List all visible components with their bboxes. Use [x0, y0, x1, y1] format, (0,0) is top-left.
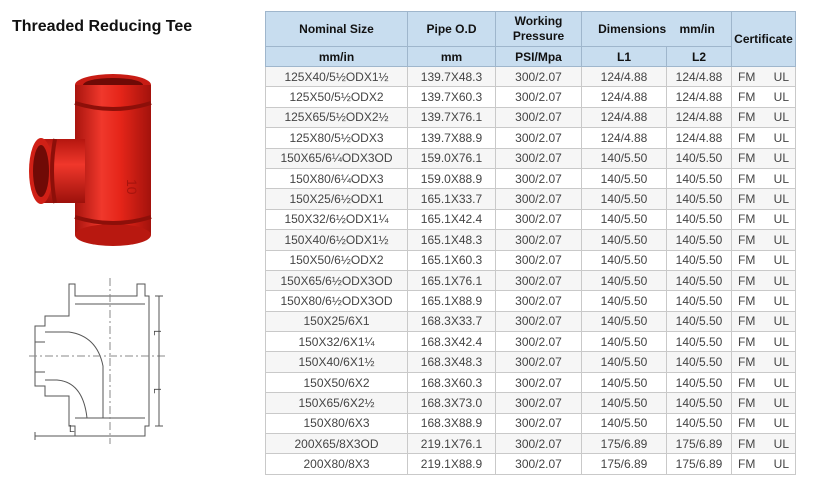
cell-l1: 124/4.88 — [582, 107, 667, 127]
cell-working-pressure: 300/2.07 — [496, 148, 582, 168]
cell-nominal-size: 200X80/8X3 — [266, 454, 408, 474]
cell-nominal-size: 150X80/6½ODX3OD — [266, 291, 408, 311]
table-row — [266, 209, 796, 229]
cell-nominal-size: 125X65/5½ODX2½ — [266, 107, 408, 127]
header-pipe-od: Pipe O.D — [408, 12, 496, 47]
cell-nominal-size: 150X50/6X2 — [266, 372, 408, 392]
header-certificate: Certificate — [732, 12, 796, 67]
cell-working-pressure: 300/2.07 — [496, 352, 582, 372]
table-row — [266, 107, 796, 127]
cell-l2: 140/5.50 — [667, 270, 732, 290]
subheader-working-pressure: PSI/Mpa — [496, 47, 582, 67]
cell-working-pressure: 300/2.07 — [496, 250, 582, 270]
cell-l1: 140/5.50 — [582, 332, 667, 352]
cell-working-pressure: 300/2.07 — [496, 230, 582, 250]
cell-pipe-od: 139.7X60.3 — [408, 87, 496, 107]
cell-working-pressure: 300/2.07 — [496, 87, 582, 107]
cell-certificate — [732, 291, 796, 311]
cert-ul: UL — [773, 69, 789, 84]
cell-working-pressure: 300/2.07 — [496, 291, 582, 311]
cell-certificate — [732, 87, 796, 107]
cell-pipe-od: 139.7X48.3 — [408, 67, 496, 87]
cell-nominal-size: 125X80/5½ODX3 — [266, 128, 408, 148]
cell-working-pressure: 300/2.07 — [496, 393, 582, 413]
cell-l2: 175/6.89 — [667, 434, 732, 454]
cert-fm: FM — [738, 69, 756, 84]
table-row — [266, 434, 796, 454]
cell-l1: 140/5.50 — [582, 372, 667, 392]
subheader-l2: L2 — [667, 47, 732, 67]
cell-l2: 124/4.88 — [667, 87, 732, 107]
header-dimensions — [582, 12, 732, 47]
table-row — [266, 413, 796, 433]
cell-pipe-od: 168.3X73.0 — [408, 393, 496, 413]
page-title: Threaded Reducing Tee — [12, 18, 193, 35]
header-nominal-size: Nominal Size — [266, 12, 408, 47]
cell-certificate — [732, 107, 796, 127]
cell-l1: 140/5.50 — [582, 148, 667, 168]
cert-ul: UL — [773, 457, 789, 472]
cert-ul: UL — [773, 232, 789, 247]
cell-l1: 140/5.50 — [582, 270, 667, 290]
cell-nominal-size: 150X65/6¼ODX3OD — [266, 148, 408, 168]
cell-l2: 140/5.50 — [667, 393, 732, 413]
svg-text:10: 10 — [124, 179, 140, 195]
cell-pipe-od: 168.3X88.9 — [408, 413, 496, 433]
cell-working-pressure: 300/2.07 — [496, 454, 582, 474]
cell-working-pressure: 300/2.07 — [496, 311, 582, 331]
cert-fm: FM — [738, 171, 756, 186]
cert-fm: FM — [738, 436, 756, 451]
cell-nominal-size: 150X32/6½ODX1¼ — [266, 209, 408, 229]
cell-certificate — [732, 128, 796, 148]
cell-certificate — [732, 413, 796, 433]
table-row — [266, 189, 796, 209]
cell-working-pressure: 300/2.07 — [496, 270, 582, 290]
cell-l1: 175/6.89 — [582, 454, 667, 474]
cell-pipe-od: 165.1X48.3 — [408, 230, 496, 250]
cell-l2: 175/6.89 — [667, 454, 732, 474]
cell-working-pressure: 300/2.07 — [496, 332, 582, 352]
header-dimensions-unit: mm/in — [679, 22, 715, 36]
cert-ul: UL — [773, 253, 789, 268]
cell-l2: 140/5.50 — [667, 230, 732, 250]
cell-certificate — [732, 454, 796, 474]
cert-ul: UL — [773, 395, 789, 410]
cell-certificate — [732, 67, 796, 87]
cell-l2: 124/4.88 — [667, 107, 732, 127]
table-row — [266, 454, 796, 474]
drawing-label-l-bottom: L — [151, 388, 162, 394]
cell-certificate — [732, 393, 796, 413]
cell-l2: 140/5.50 — [667, 168, 732, 188]
table-row — [266, 168, 796, 188]
cell-nominal-size: 150X65/6½ODX3OD — [266, 270, 408, 290]
header-dimensions-label: Dimensions — [598, 22, 667, 36]
cell-certificate — [732, 168, 796, 188]
cert-fm: FM — [738, 212, 756, 227]
cert-fm: FM — [738, 232, 756, 247]
cert-ul: UL — [773, 273, 789, 288]
cell-l1: 140/5.50 — [582, 209, 667, 229]
cell-pipe-od: 159.0X88.9 — [408, 168, 496, 188]
cert-fm: FM — [738, 192, 756, 207]
cell-working-pressure: 300/2.07 — [496, 128, 582, 148]
cert-ul: UL — [773, 334, 789, 349]
cell-certificate — [732, 332, 796, 352]
table-row — [266, 332, 796, 352]
cell-l1: 140/5.50 — [582, 291, 667, 311]
cell-nominal-size: 150X50/6½ODX2 — [266, 250, 408, 270]
cell-pipe-od: 165.1X60.3 — [408, 250, 496, 270]
table-row — [266, 352, 796, 372]
cell-pipe-od: 165.1X33.7 — [408, 189, 496, 209]
technical-drawing — [27, 276, 177, 446]
cell-l2: 140/5.50 — [667, 189, 732, 209]
cell-l2: 140/5.50 — [667, 250, 732, 270]
cert-ul: UL — [773, 130, 789, 145]
cert-fm: FM — [738, 253, 756, 268]
drawing-label-l-horizontal: L — [69, 424, 75, 435]
table-row — [266, 393, 796, 413]
cell-working-pressure: 300/2.07 — [496, 413, 582, 433]
cell-l2: 140/5.50 — [667, 311, 732, 331]
cell-pipe-od: 168.3X33.7 — [408, 311, 496, 331]
product-photo — [27, 67, 173, 259]
cert-ul: UL — [773, 375, 789, 390]
cell-nominal-size: 150X25/6X1 — [266, 311, 408, 331]
cert-fm: FM — [738, 110, 756, 125]
cell-working-pressure: 300/2.07 — [496, 189, 582, 209]
cell-pipe-od: 219.1X76.1 — [408, 434, 496, 454]
table-row — [266, 87, 796, 107]
cell-l2: 140/5.50 — [667, 413, 732, 433]
cell-pipe-od: 168.3X42.4 — [408, 332, 496, 352]
cell-l1: 175/6.89 — [582, 434, 667, 454]
table-row — [266, 291, 796, 311]
cell-working-pressure: 300/2.07 — [496, 434, 582, 454]
cell-l2: 140/5.50 — [667, 209, 732, 229]
cert-ul: UL — [773, 416, 789, 431]
cert-ul: UL — [773, 212, 789, 227]
cert-fm: FM — [738, 355, 756, 370]
cell-certificate — [732, 230, 796, 250]
table-row — [266, 270, 796, 290]
subheader-l1: L1 — [582, 47, 667, 67]
table-row — [266, 67, 796, 87]
cell-pipe-od: 168.3X60.3 — [408, 372, 496, 392]
cell-l2: 140/5.50 — [667, 332, 732, 352]
cert-ul: UL — [773, 355, 789, 370]
table-row — [266, 148, 796, 168]
cert-ul: UL — [773, 171, 789, 186]
cell-l1: 140/5.50 — [582, 352, 667, 372]
cell-pipe-od: 139.7X88.9 — [408, 128, 496, 148]
cell-l1: 140/5.50 — [582, 168, 667, 188]
cell-l1: 140/5.50 — [582, 393, 667, 413]
cell-l1: 140/5.50 — [582, 230, 667, 250]
cell-pipe-od: 165.1X42.4 — [408, 209, 496, 229]
spec-table — [265, 11, 796, 475]
cell-certificate — [732, 209, 796, 229]
cell-nominal-size: 200X65/8X3OD — [266, 434, 408, 454]
cell-certificate — [732, 148, 796, 168]
cert-fm: FM — [738, 375, 756, 390]
table-row — [266, 372, 796, 392]
cell-working-pressure: 300/2.07 — [496, 168, 582, 188]
cert-ul: UL — [773, 90, 789, 105]
cell-l1: 140/5.50 — [582, 311, 667, 331]
cert-ul: UL — [773, 314, 789, 329]
cert-ul: UL — [773, 436, 789, 451]
cell-working-pressure: 300/2.07 — [496, 209, 582, 229]
cell-pipe-od: 139.7X76.1 — [408, 107, 496, 127]
cert-fm: FM — [738, 90, 756, 105]
cell-working-pressure: 300/2.07 — [496, 107, 582, 127]
cell-certificate — [732, 311, 796, 331]
cert-ul: UL — [773, 293, 789, 308]
subheader-nominal-size: mm/in — [266, 47, 408, 67]
cell-l2: 140/5.50 — [667, 352, 732, 372]
cell-nominal-size: 150X80/6X3 — [266, 413, 408, 433]
cell-l1: 124/4.88 — [582, 128, 667, 148]
cert-fm: FM — [738, 334, 756, 349]
table-row — [266, 230, 796, 250]
cell-l2: 140/5.50 — [667, 291, 732, 311]
header-working-pressure: Working Pressure — [496, 12, 582, 47]
cell-pipe-od: 168.3X48.3 — [408, 352, 496, 372]
table-row — [266, 311, 796, 331]
cell-certificate — [732, 189, 796, 209]
cell-nominal-size: 150X80/6¼ODX3 — [266, 168, 408, 188]
cert-ul: UL — [773, 151, 789, 166]
cell-l1: 140/5.50 — [582, 413, 667, 433]
cell-working-pressure: 300/2.07 — [496, 67, 582, 87]
cert-fm: FM — [738, 457, 756, 472]
subheader-pipe-od: mm — [408, 47, 496, 67]
cell-l2: 124/4.88 — [667, 67, 732, 87]
cert-fm: FM — [738, 314, 756, 329]
cell-nominal-size: 150X40/6½ODX1½ — [266, 230, 408, 250]
cert-fm: FM — [738, 416, 756, 431]
cell-pipe-od: 165.1X76.1 — [408, 270, 496, 290]
cell-nominal-size: 125X40/5½ODX1½ — [266, 67, 408, 87]
table-row — [266, 250, 796, 270]
table-row — [266, 128, 796, 148]
cell-l2: 140/5.50 — [667, 372, 732, 392]
cell-pipe-od: 165.1X88.9 — [408, 291, 496, 311]
cell-l2: 140/5.50 — [667, 148, 732, 168]
cell-pipe-od: 159.0X76.1 — [408, 148, 496, 168]
cert-fm: FM — [738, 273, 756, 288]
cell-certificate — [732, 352, 796, 372]
cell-l1: 124/4.88 — [582, 67, 667, 87]
cell-certificate — [732, 270, 796, 290]
cell-l2: 124/4.88 — [667, 128, 732, 148]
cell-working-pressure: 300/2.07 — [496, 372, 582, 392]
cell-nominal-size: 125X50/5½ODX2 — [266, 87, 408, 107]
cell-l1: 140/5.50 — [582, 250, 667, 270]
cell-certificate — [732, 434, 796, 454]
drawing-label-l-top: L — [151, 330, 162, 336]
cert-fm: FM — [738, 395, 756, 410]
cert-fm: FM — [738, 151, 756, 166]
cert-ul: UL — [773, 192, 789, 207]
cell-nominal-size: 150X40/6X1½ — [266, 352, 408, 372]
cert-ul: UL — [773, 110, 789, 125]
cell-l1: 140/5.50 — [582, 189, 667, 209]
cell-certificate — [732, 372, 796, 392]
cell-nominal-size: 150X32/6X1¼ — [266, 332, 408, 352]
cert-fm: FM — [738, 293, 756, 308]
cell-nominal-size: 150X25/6½ODX1 — [266, 189, 408, 209]
cell-pipe-od: 219.1X88.9 — [408, 454, 496, 474]
cert-fm: FM — [738, 130, 756, 145]
cell-l1: 124/4.88 — [582, 87, 667, 107]
cell-nominal-size: 150X65/6X2½ — [266, 393, 408, 413]
cell-certificate — [732, 250, 796, 270]
